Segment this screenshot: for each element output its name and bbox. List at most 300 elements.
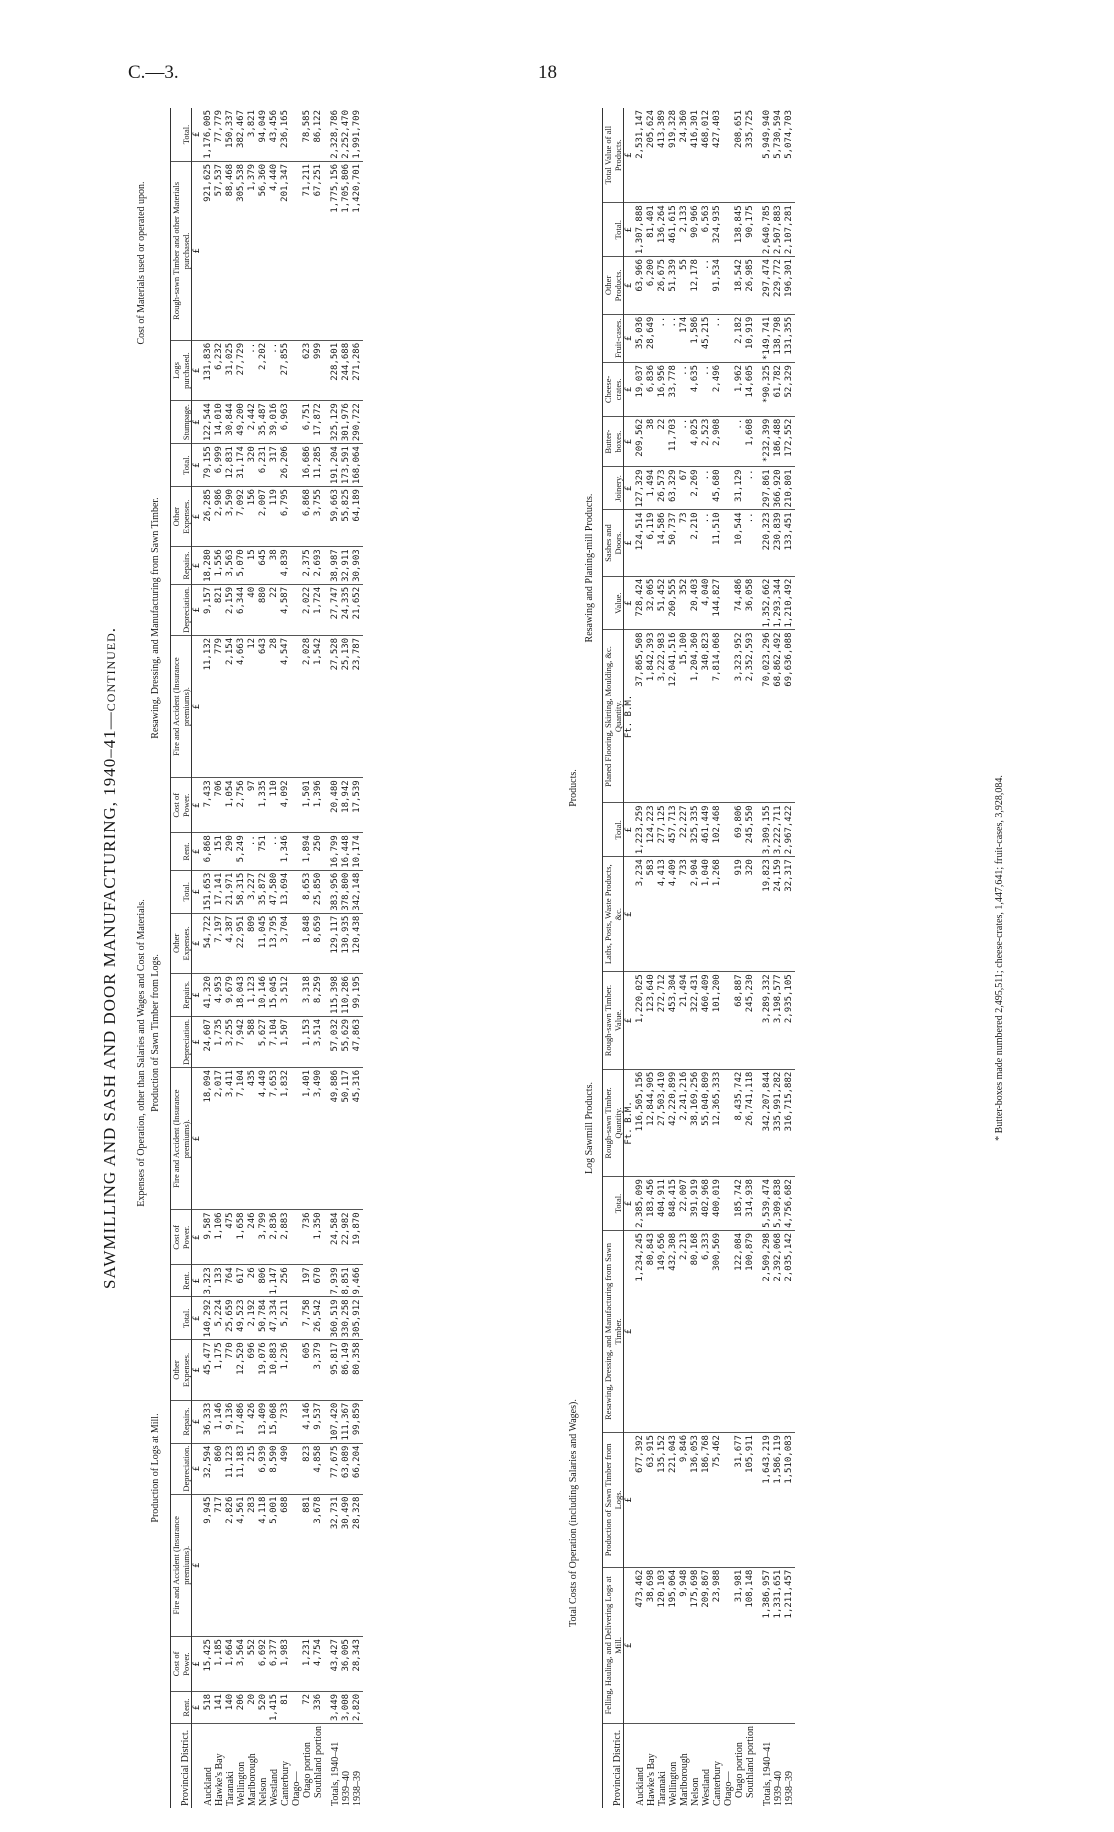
value-cell: 2,496 [712,363,723,417]
value-cell: 81 [280,1691,291,1723]
value-cell: 12,041,516 [668,630,679,803]
value-cell: 22,951 [236,913,247,973]
value-cell: 6,377 [269,1637,280,1692]
totals-cell: 1,293,344 [773,576,784,630]
totals-cell: 27,528 [330,635,341,777]
value-cell [291,161,302,340]
column-header: Felling, Hauling, and Delivering Logs at Mill. [603,1567,624,1723]
value-cell: 7,104 [269,1016,280,1067]
column-header: Depreciation. [171,584,192,635]
value-cell: 110 [269,778,280,833]
totals-label: Totals, 1940–41 [762,1741,773,1806]
column-header: Total Value of all Products. [603,108,624,203]
value-cell: 256 [280,1265,291,1297]
value-cell: 6,200 [646,257,657,315]
value-cell: 1,176,005 [203,108,214,161]
totals-cell: 220,323 [762,510,773,576]
value-cell: 416,301 [690,108,701,203]
totals-cell: 111,367 [341,1400,352,1443]
value-cell [291,913,302,973]
value-cell: 9,587 [203,1210,214,1265]
totals-cell: 1,211,457 [784,1567,795,1723]
value-cell: 101,200 [712,972,723,1069]
value-cell: 138,845 [734,203,745,257]
value-cell: 13,409 [258,1400,269,1443]
value-cell: 881 [302,1494,313,1636]
value-cell: 314,938 [745,1177,756,1231]
value-cell: 9,945 [203,1494,214,1636]
value-cell: 6,939 [258,1443,269,1494]
value-cell: 149,656 [657,1230,668,1432]
value-cell: 141 [214,1691,225,1723]
value-cell: 402,968 [701,1177,712,1231]
unit-cell: £ [624,1567,636,1723]
value-cell: 2,883 [280,1210,291,1265]
value-cell: 696 [247,1340,258,1400]
value-cell: 3,323,952 [734,630,745,803]
value-cell: 15,045 [269,974,280,1017]
value-cell: 135,152 [657,1433,668,1568]
value-cell: 605 [302,1340,313,1400]
totals-cell: 3,449 [330,1691,341,1723]
district-column-header: Provincial District. [603,1724,624,1808]
rotated-table-page [100,108,1012,1808]
value-cell [723,1177,734,1231]
totals-label: 1939–40 [773,1771,784,1806]
value-cell: 6,868 [203,833,214,871]
value-cell: 11,132 [203,635,214,777]
totals-cell: 16,799 [330,833,341,871]
value-cell: 3,255 [225,1016,236,1067]
value-cell: 151 [214,833,225,871]
value-cell: 1,832 [280,1068,291,1210]
totals-cell: 77,675 [330,1443,341,1494]
totals-cell: 52,329 [784,363,795,417]
totals-cell: 1,705,806 [341,161,352,340]
totals-cell: 1,510,083 [784,1433,795,1568]
value-cell [291,778,302,833]
totals-cell: 68,862,492 [773,630,784,803]
value-cell: 6,231 [258,444,269,487]
column-header: Rent. [171,833,192,871]
value-cell: 78,585 [302,108,313,161]
value-cell: 140 [225,1691,236,1723]
value-cell: 340,823 [701,630,712,803]
value-cell [291,1068,302,1210]
unit-cell: £ [192,870,204,913]
totals-cell: 378,800 [341,870,352,913]
value-cell [723,630,734,803]
unit-cell: £ [192,1265,204,1297]
page-header [0,0,1114,100]
totals-cell: *232,399 [762,416,773,467]
unit-cell: Ft. B.M. [624,630,636,803]
value-cell: 2,241,216 [679,1069,690,1176]
value-cell [723,1230,734,1432]
totals-cell: 36,005 [341,1637,352,1692]
value-cell: 14,605 [745,363,756,417]
value-cell: 4,118 [258,1494,269,1636]
page-title: SAWMILLING AND SASH AND DOOR MANUFACTURING, 1940–41—continued. [100,626,119,1290]
value-cell: 54,722 [203,913,214,973]
value-cell: 4,440 [269,161,280,340]
value-cell: 31,677 [734,1433,745,1568]
totals-cell: 2,967,422 [784,803,795,857]
value-cell: 432,308 [668,1230,679,1432]
totals-cell: 20,480 [330,778,341,833]
value-cell [723,467,734,510]
value-cell: 3,411 [225,1068,236,1210]
value-cell: 4,561 [236,1494,247,1636]
value-cell: .. [657,314,668,362]
value-cell: 27,503,410 [657,1069,668,1176]
value-cell: 26,206 [280,444,291,487]
value-cell: 9,948 [679,1567,690,1723]
value-cell [291,1297,302,1340]
value-cell: 1,231 [302,1637,313,1692]
value-cell: 5,627 [258,1016,269,1067]
unit-cell: £ [192,1068,204,1210]
column-header: Cost of Power. [171,1637,192,1692]
value-cell: 5,001 [269,1494,280,1636]
value-cell: 1,346 [280,833,291,871]
value-cell: 3,678 [313,1494,324,1636]
value-cell: 39,016 [269,401,280,444]
value-cell: 4,635 [690,363,701,417]
column-header: Depreciation. [171,1016,192,1067]
value-cell: 1,123 [247,974,258,1017]
value-cell: 8,259 [313,974,324,1017]
column-header: Other Expenses. [171,1340,192,1400]
value-cell: 6,868 [302,487,313,547]
column-header: Sashes and Doors. [603,510,624,576]
value-cell: 7,104 [236,1068,247,1210]
totals-cell: 129,117 [330,913,341,973]
value-cell: .. [269,340,280,400]
totals-label: 1938–39 [352,1771,363,1806]
value-cell [291,1494,302,1636]
value-cell: 427,403 [712,108,723,203]
value-cell: 35,036 [635,314,646,362]
value-cell: 136,053 [690,1433,701,1568]
value-cell: 35,872 [258,870,269,913]
value-cell [723,972,734,1069]
costs-group-header: Total Costs of Operation (including Salaries and Wages). [568,1399,579,1627]
value-cell: 131,836 [203,340,214,400]
value-cell: 215 [247,1443,258,1494]
value-cell: 2,836 [269,1210,280,1265]
value-cell: 27,729 [236,340,247,400]
totals-cell: 210,801 [784,467,795,510]
upper-table [170,108,363,1808]
value-cell: 2,442 [247,401,258,444]
totals-cell: 22,982 [341,1210,352,1265]
totals-cell: 2,328,786 [330,108,341,161]
value-cell: 5,070 [236,547,247,585]
unit-cell: £ [192,487,204,547]
unit-cell: £ [192,584,204,635]
value-cell: 144,827 [712,576,723,630]
value-cell: 453,304 [668,972,679,1069]
unit-cell: £ [192,340,204,400]
value-cell: 133 [214,1265,225,1297]
column-header: Rent. [171,1691,192,1723]
value-cell: 20,403 [690,576,701,630]
value-cell: 45,477 [203,1340,214,1400]
value-cell: .. [701,510,712,576]
value-cell: 706 [214,778,225,833]
value-cell [291,1637,302,1692]
value-cell: 2,028 [302,635,313,777]
value-cell: 325,335 [690,803,701,857]
value-cell: 6,836 [646,363,657,417]
column-header: Rough-sawn Timber. Value. [603,972,624,1069]
totals-cell: 63,089 [341,1443,352,1494]
value-cell: 50,784 [258,1297,269,1340]
value-cell: 105,911 [745,1433,756,1568]
value-cell: 16,956 [657,363,668,417]
value-cell: 4,953 [214,974,225,1017]
value-cell: 24,360 [679,108,690,203]
value-cell: 30,844 [225,401,236,444]
value-cell: 26,542 [313,1297,324,1340]
value-cell: 23,988 [712,1567,723,1723]
value-cell [291,584,302,635]
totals-cell: 168,064 [352,444,363,487]
value-cell: 860 [214,1443,225,1494]
value-cell: 435 [247,1068,258,1210]
totals-row [762,108,773,1808]
column-header: Laths, Posts, Waste Products, &c. [603,857,624,972]
table-row [646,108,657,1808]
unit-cell: £ [624,1433,636,1568]
value-cell: 11,510 [712,510,723,576]
value-cell: 77,779 [214,108,225,161]
column-header: Other Expenses. [171,487,192,547]
value-cell: 120,103 [657,1567,668,1723]
value-cell: 12,520 [236,1340,247,1400]
value-cell: 2,693 [313,547,324,585]
unit-cell: £ [192,913,204,973]
value-cell: 122,544 [203,401,214,444]
value-cell: 32,594 [203,1443,214,1494]
column-header: Rough-sawn Timber and other Materials purchased. [171,161,192,340]
value-cell: 404,911 [657,1177,668,1231]
unit-cell: £ [192,974,204,1017]
value-cell: 4,839 [280,547,291,585]
table-row [701,108,712,1808]
value-cell: 764 [225,1265,236,1297]
value-cell: 1,147 [269,1265,280,1297]
value-cell: 10,919 [745,314,756,362]
totals-cell: *90,325 [762,363,773,417]
totals-cell: 55,629 [341,1016,352,1067]
table-row [225,108,236,1808]
totals-cell: 2,935,105 [784,972,795,1069]
totals-cell: 55,825 [341,487,352,547]
value-cell [723,1069,734,1176]
value-cell: 8,435,742 [734,1069,745,1176]
value-cell: 490 [280,1443,291,1494]
value-cell: 102,468 [712,803,723,857]
value-cell: 1,153 [302,1016,313,1067]
totals-cell: 59,663 [330,487,341,547]
value-cell: 3,755 [313,487,324,547]
value-cell: .. [712,314,723,362]
value-cell: 11,183 [236,1443,247,1494]
district-cell: Hawke's Bay [646,1753,657,1806]
value-cell: 22,007 [679,1177,690,1231]
totals-cell: 2,252,470 [341,108,352,161]
value-cell: 245,550 [745,803,756,857]
table-row [269,108,280,1808]
value-cell: 1,415 [269,1691,280,1723]
table-row [313,108,324,1808]
value-cell: 1,842,393 [646,630,657,803]
report-code: C.—3. [128,62,179,83]
district-cell: Otago portion [302,1742,313,1798]
resaw-products-subheader: Resawing and Planing-mill Products. [584,493,595,643]
value-cell: 3,704 [280,913,291,973]
value-cell: 15 [247,547,258,585]
value-cell: 2,210 [690,510,701,576]
value-cell: 880 [258,584,269,635]
value-cell: 588 [247,1016,258,1067]
value-cell: 15,068 [269,1400,280,1443]
totals-row [773,108,784,1808]
value-cell [723,803,734,857]
value-cell: 352 [679,576,690,630]
value-cell: 245,230 [745,972,756,1069]
district-cell: Canterbury [712,1761,723,1806]
value-cell: 1,350 [313,1210,324,1265]
value-cell: 3,821 [247,108,258,161]
value-cell: 124,514 [635,510,646,576]
value-cell: 520 [258,1691,269,1723]
value-cell: 49,200 [236,401,247,444]
value-cell: 3,799 [258,1210,269,1265]
value-cell: 2,531,147 [635,108,646,203]
value-cell: 6,999 [214,444,225,487]
value-cell: 127,329 [635,467,646,510]
column-header: Joinery. [603,467,624,510]
column-header: Total. [603,803,624,857]
value-cell: .. [734,416,745,467]
totals-cell: 32,731 [330,1494,341,1636]
value-cell: 283 [247,1494,258,1636]
totals-row [330,108,341,1808]
value-cell: 49,523 [236,1297,247,1340]
value-cell: 124,223 [646,803,657,857]
value-cell: 1,204,360 [690,630,701,803]
value-cell: 4,409 [668,857,679,972]
totals-cell: 45,316 [352,1068,363,1210]
table-row [657,108,668,1808]
district-cell: Westland [269,1769,280,1806]
value-cell [291,974,302,1017]
totals-cell: 4,756,682 [784,1177,795,1231]
value-cell: 19,076 [258,1340,269,1400]
value-cell: 1,608 [745,416,756,467]
value-cell: 12,365,333 [712,1069,723,1176]
value-cell [291,635,302,777]
value-cell: 17,872 [313,401,324,444]
value-cell: 7,814,068 [712,630,723,803]
value-cell: 22 [657,416,668,467]
column-header: Stumpage. [171,401,192,444]
unit-row [624,108,636,1808]
value-cell: 1,185 [214,1637,225,1692]
unit-cell: £ [192,1494,204,1636]
value-cell: 12 [247,635,258,777]
value-cell: 209,562 [635,416,646,467]
value-cell: .. [247,340,258,400]
table-row [723,108,734,1808]
totals-cell: 297,861 [762,467,773,510]
totals-cell: 301,976 [341,401,352,444]
unit-cell: £ [192,401,204,444]
unit-cell: £ [624,257,636,315]
value-cell: 2,154 [225,635,236,777]
district-cell: Hawke's Bay [214,1753,225,1806]
value-cell [291,1016,302,1067]
totals-cell: 130,935 [341,913,352,973]
table-row [258,108,269,1808]
expenses-group-header: Expenses of Operation, other than Salaries and Wages and Cost of Materials. [136,899,147,1207]
value-cell: 246 [247,1210,258,1265]
value-cell: 38 [646,416,657,467]
value-cell: 14,586 [657,510,668,576]
value-cell: 8,590 [269,1443,280,1494]
value-cell: 473,462 [635,1567,646,1723]
totals-cell: 1,643,219 [762,1433,773,1568]
value-cell: 11,703 [668,416,679,467]
value-cell: 18,094 [203,1068,214,1210]
value-cell: 174 [679,314,690,362]
totals-cell: 80,358 [352,1340,363,1400]
value-cell: 552 [247,1637,258,1692]
totals-cell: 115,398 [330,974,341,1017]
value-cell: 4,092 [280,778,291,833]
totals-cell: 3,222,711 [773,803,784,857]
unit-cell: £ [192,635,204,777]
value-cell: 6,563 [701,203,712,257]
value-cell: 1,894 [302,833,313,871]
value-cell [723,203,734,257]
table-row [214,108,225,1808]
totals-cell: 316,715,882 [784,1069,795,1176]
totals-cell: 191,204 [330,444,341,487]
value-cell: 67 [679,467,690,510]
unit-cell: £ [624,1230,636,1432]
value-cell [291,487,302,547]
value-cell: 643 [258,635,269,777]
value-cell: 31,129 [734,467,745,510]
totals-cell: 2,509,298 [762,1230,773,1432]
value-cell: 36,058 [745,576,756,630]
value-cell: 74,486 [734,576,745,630]
totals-cell: 110,286 [341,974,352,1017]
value-cell: 47,580 [269,870,280,913]
totals-cell: 21,652 [352,584,363,635]
value-cell: 2,352,593 [745,630,756,803]
value-cell: 583 [646,857,657,972]
totals-cell: 23,787 [352,635,363,777]
unit-cell: £ [624,108,636,203]
value-cell: 63,329 [668,467,679,510]
value-cell: 1,236 [280,1340,291,1400]
district-cell: Southland portion [313,1726,324,1798]
